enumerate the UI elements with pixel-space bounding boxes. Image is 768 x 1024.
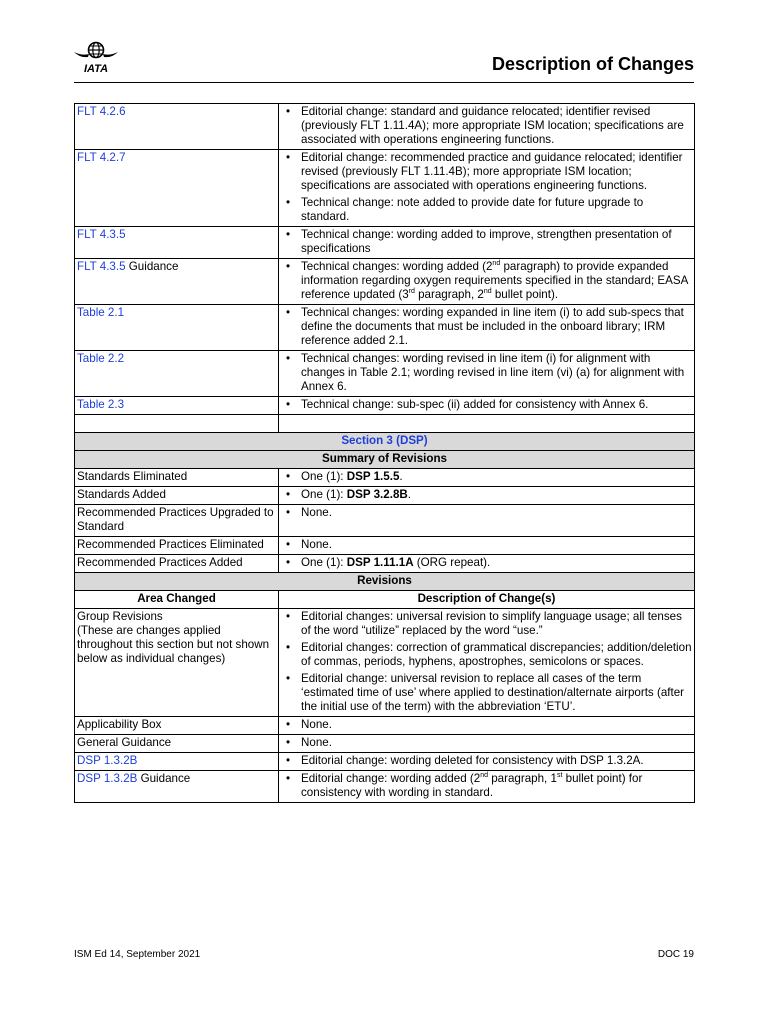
table-row [75, 735, 695, 753]
table-row [75, 469, 695, 487]
list-item: • Editorial change: universal revision to replace all cases of the term ‘estimated time of use’ where applied to destination/alternate airports (after the initial use of the term) with the abbreviation ‘ETU’. [301, 672, 692, 714]
list-item: • Technical changes: wording revised in line item (i) for alignment with changes in Table 2.1; wording revised in line item (vi) (a) for alignment with Annex 6. [301, 352, 692, 394]
misc-label: Applicability Box [75, 717, 279, 735]
list-item: • One (1): DSP 1.11.1A (ORG repeat). [301, 556, 692, 570]
table-row [75, 505, 695, 537]
empty-row [75, 415, 695, 433]
summary-label: Recommended Practices Added [75, 555, 279, 573]
table-row [75, 717, 695, 735]
table-row [75, 397, 695, 415]
list-item: • Technical changes: wording added (2nd paragraph) to provide expanded information regarding oxygen requirements specified in the standard; EASA reference updated (3rd paragraph, 2nd bullet point). [301, 260, 692, 302]
list-item: • One (1): DSP 1.5.5. [301, 470, 692, 484]
table-row [75, 555, 695, 573]
dsp-1-3-2b-link[interactable]: DSP 1.3.2B [77, 754, 138, 767]
changes-table [74, 103, 695, 803]
column-header-description: Description of Change(s) [279, 591, 695, 609]
list-item: • Editorial changes: correction of grammatical discrepancies; addition/deletion of commas, periods, hyphens, apostrophes, semicolons or spaces. [301, 641, 692, 669]
flt-4-2-7-link[interactable]: FLT 4.2.7 [77, 151, 126, 164]
flt-4-2-6-link[interactable]: FLT 4.2.6 [77, 105, 126, 118]
list-item: • Technical changes: wording expanded in line item (i) to add sub-specs that define the documents that must be included in the onboard library; IRM reference added 2.1. [301, 306, 692, 348]
area-suffix: Guidance [137, 772, 191, 785]
summary-title: Summary of Revisions [75, 451, 695, 469]
table-row [75, 259, 695, 305]
summary-label: Recommended Practices Upgraded to Standard [75, 505, 279, 537]
list-item: • None. [301, 736, 692, 750]
table-row [75, 753, 695, 771]
revisions-title: Revisions [75, 573, 695, 591]
table-row [75, 104, 695, 150]
table-row [75, 150, 695, 227]
summary-label: Standards Added [75, 487, 279, 505]
section-band [75, 433, 695, 451]
table-row [75, 305, 695, 351]
list-item: • Technical change: note added to provide date for future upgrade to standard. [301, 196, 692, 224]
iata-logo [72, 40, 120, 76]
list-item: • Editorial change: recommended practice and guidance relocated; identifier revised (previously FLT 1.11.4B); more appropriate ISM location; specifications are associated with operations engineering functions. [301, 151, 692, 193]
table-row [75, 351, 695, 397]
list-item: • Editorial change: standard and guidance relocated; identifier revised (previously FLT 1.11.4A); more appropriate ISM location; specifications are associated with operations engineering functions. [301, 105, 692, 147]
table-row [75, 771, 695, 803]
footer-page-number: DOC 19 [657, 949, 694, 960]
list-item: • None. [301, 506, 692, 520]
table-row [75, 537, 695, 555]
summary-label: Recommended Practices Eliminated [75, 537, 279, 555]
list-item: • None. [301, 538, 692, 552]
header-divider [74, 82, 694, 83]
column-header-row [75, 591, 695, 609]
table-row [75, 227, 695, 259]
globe-wings-icon [72, 40, 120, 76]
list-item: • One (1): DSP 3.2.8B. [301, 488, 692, 502]
revisions-band [75, 573, 695, 591]
table-2-3-link[interactable]: Table 2.3 [77, 398, 125, 411]
flt-4-3-5-link[interactable]: FLT 4.3.5 [77, 228, 126, 241]
list-item: • Editorial changes: universal revision to simplify language usage; all tenses of the word “utilize” replaced by the word “use.” [301, 610, 692, 638]
list-item: • Editorial change: wording deleted for consistency with DSP 1.3.2A. [301, 754, 692, 768]
area-suffix: Guidance [125, 260, 179, 273]
dsp-1-3-2b-guidance-link[interactable]: DSP 1.3.2B [77, 772, 138, 785]
misc-label: General Guidance [75, 735, 279, 753]
footer-edition: ISM Ed 14, September 2021 [74, 949, 201, 960]
flt-4-3-5-guidance-link[interactable]: FLT 4.3.5 [77, 260, 126, 273]
summary-label: Standards Eliminated [75, 469, 279, 487]
list-item: • Technical change: sub-spec (ii) added for consistency with Annex 6. [301, 398, 692, 412]
list-item: • None. [301, 718, 692, 732]
table-2-2-link[interactable]: Table 2.2 [77, 352, 125, 365]
group-revisions-label: Group Revisions (These are changes applied throughout this section but not shown below as individual changes) [75, 609, 279, 717]
list-item: • Editorial change: wording added (2nd paragraph, 1st bullet point) for consistency with wording in standard. [301, 772, 692, 800]
column-header-area: Area Changed [75, 591, 279, 609]
svg-text:IATA: IATA [83, 63, 109, 75]
table-row [75, 609, 695, 717]
summary-band [75, 451, 695, 469]
list-item: • Technical change: wording added to improve, strengthen presentation of specifications [301, 228, 692, 256]
page-title: Description of Changes [491, 54, 694, 74]
table-row [75, 487, 695, 505]
table-2-1-link[interactable]: Table 2.1 [77, 306, 125, 319]
section-3-dsp-link[interactable]: Section 3 (DSP) [341, 434, 428, 447]
